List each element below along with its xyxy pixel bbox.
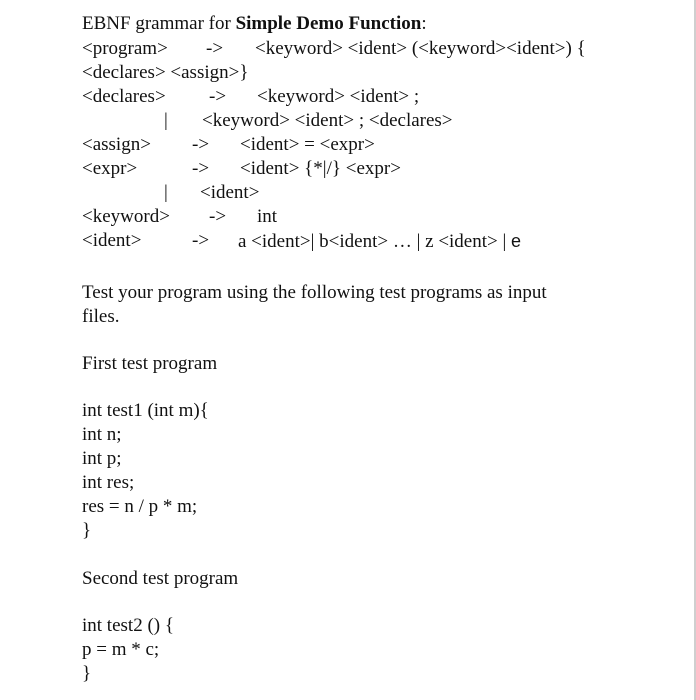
rule-program-continuation: <declares> <assign>} bbox=[82, 62, 249, 83]
rule-assign-lhs: <assign> bbox=[82, 134, 151, 155]
code-line: int test1 (int m){ bbox=[82, 400, 209, 421]
code-line: int p; bbox=[82, 448, 122, 469]
second-program-title: Second test program bbox=[82, 568, 239, 589]
rule-keyword-rhs: int bbox=[257, 206, 278, 227]
code-line: } bbox=[82, 663, 92, 684]
code-line: int test2 () { bbox=[82, 615, 174, 636]
code-line: } bbox=[82, 520, 92, 541]
rule-keyword-arrow: -> bbox=[209, 206, 227, 227]
rule-ident-lhs: <ident> bbox=[82, 230, 142, 251]
rule-ident-rhs bbox=[238, 230, 521, 253]
instructions-line-1: Test your program using the following test programs as input bbox=[82, 282, 547, 303]
rule-expr-alt: <ident> bbox=[200, 182, 260, 203]
code-line: int res; bbox=[82, 472, 135, 493]
rule-declares-arrow: -> bbox=[209, 86, 227, 107]
rule-expr-arrow: -> bbox=[192, 158, 210, 179]
rule-assign-arrow: -> bbox=[192, 134, 210, 155]
rule-expr-rhs: <ident> {*|/} <expr> bbox=[240, 158, 401, 179]
grammar-heading bbox=[82, 13, 427, 35]
code-line: p = m * c; bbox=[82, 639, 160, 660]
rule-assign-rhs: <ident> = <expr> bbox=[240, 134, 375, 155]
rule-program-lhs: <program> bbox=[82, 38, 168, 59]
rule-ident-arrow: -> bbox=[192, 230, 210, 251]
rule-declares-lhs: <declares> bbox=[82, 86, 166, 107]
rule-expr-lhs: <expr> bbox=[82, 158, 138, 179]
rule-declares-alt: <keyword> <ident> ; <declares> bbox=[202, 110, 453, 131]
rule-declares-rhs: <keyword> <ident> ; bbox=[257, 86, 420, 107]
heading-suffix: : bbox=[421, 13, 427, 34]
rule-expr-bar: | bbox=[164, 182, 168, 203]
rule-ident-epsilon: e bbox=[511, 231, 522, 251]
code-line: res = n / p * m; bbox=[82, 496, 198, 517]
code-line: int n; bbox=[82, 424, 122, 445]
rule-program-rhs: <keyword> <ident> (<keyword><ident>) { bbox=[255, 38, 586, 59]
heading-bold-title: Simple Demo Function bbox=[235, 13, 422, 34]
rule-ident-alternatives: a <ident>| b<ident> … | z <ident> | bbox=[238, 231, 512, 252]
rule-program-arrow: -> bbox=[206, 38, 224, 59]
instructions-line-2: files. bbox=[82, 306, 120, 327]
first-program-title: First test program bbox=[82, 353, 218, 374]
rule-keyword-lhs: <keyword> bbox=[82, 206, 170, 227]
rule-declares-bar: | bbox=[164, 110, 168, 131]
heading-prefix: EBNF grammar for bbox=[82, 13, 236, 34]
